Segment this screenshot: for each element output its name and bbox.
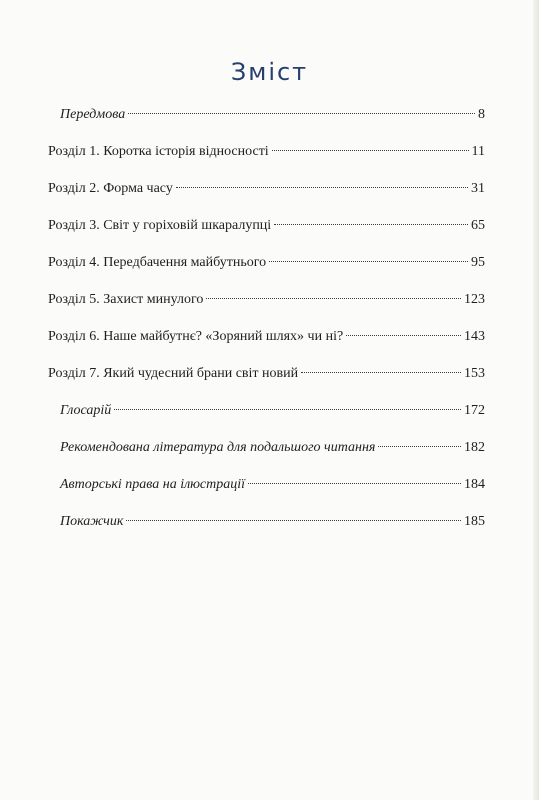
toc-entry-chapter-3[interactable]: [48, 215, 485, 252]
toc-entry-page: 182: [464, 440, 485, 455]
toc-entry-page: 153: [464, 366, 485, 381]
dot-leader: [269, 261, 468, 262]
toc-entry-label: Глосарій: [60, 403, 112, 418]
toc-entry-page: 11: [471, 144, 485, 159]
toc-entry-label: Розділ 3. Світ у горіховій шкаралупці: [48, 218, 272, 233]
toc-entry-label: Розділ 4. Передбачення майбутнього: [48, 255, 267, 270]
toc-entry-label: Рекомендована література для подальшого читання: [60, 440, 376, 455]
toc-entry-page: 123: [464, 292, 485, 307]
dot-leader: [272, 150, 469, 151]
toc-entry-page: 95: [471, 255, 485, 270]
toc-entry-label: Розділ 2. Форма часу: [48, 181, 173, 196]
toc-entry-page: 8: [478, 107, 485, 122]
toc-entry-page: 172: [464, 403, 485, 418]
toc-entry-label: Розділ 5. Захист минулого: [48, 292, 204, 307]
toc-entry-illustration-credits[interactable]: [48, 474, 485, 511]
toc-entry-page: 184: [464, 477, 485, 492]
toc-entry-chapter-5[interactable]: [48, 289, 485, 326]
toc-entry-label: Розділ 6. Наше майбутнє? «Зоряний шлях» чи ні?: [48, 329, 344, 344]
table-of-contents: [48, 104, 485, 548]
toc-entry-page: 143: [464, 329, 485, 344]
page-edge: [533, 0, 539, 800]
dot-leader: [176, 187, 468, 188]
toc-entry-page: 185: [464, 514, 485, 529]
toc-entry-preface[interactable]: [48, 104, 485, 141]
toc-entry-chapter-6[interactable]: [48, 326, 485, 363]
dot-leader: [274, 224, 468, 225]
toc-entry-chapter-7[interactable]: [48, 363, 485, 400]
toc-entry-page: 65: [471, 218, 485, 233]
toc-entry-label: Розділ 1. Коротка історія відносності: [48, 144, 269, 159]
toc-entry-chapter-4[interactable]: [48, 252, 485, 289]
dot-leader: [378, 446, 461, 447]
toc-entry-glossary[interactable]: [48, 400, 485, 437]
toc-entry-label: Розділ 7. Який чудесний брани світ новий: [48, 366, 299, 381]
dot-leader: [206, 298, 461, 299]
dot-leader: [301, 372, 461, 373]
toc-entry-label: Покажчик: [60, 514, 124, 529]
dot-leader: [248, 483, 461, 484]
toc-entry-label: Авторські права на ілюстрації: [60, 477, 245, 492]
toc-entry-label: Передмова: [60, 107, 126, 122]
toc-entry-chapter-1[interactable]: [48, 141, 485, 178]
dot-leader: [114, 409, 461, 410]
dot-leader: [346, 335, 461, 336]
toc-entry-further-reading[interactable]: [48, 437, 485, 474]
dot-leader: [128, 113, 475, 114]
dot-leader: [126, 520, 461, 521]
page-title: Зміст: [230, 58, 309, 86]
toc-entry-chapter-2[interactable]: [48, 178, 485, 215]
toc-entry-index[interactable]: [48, 511, 485, 548]
toc-entry-page: 31: [471, 181, 485, 196]
